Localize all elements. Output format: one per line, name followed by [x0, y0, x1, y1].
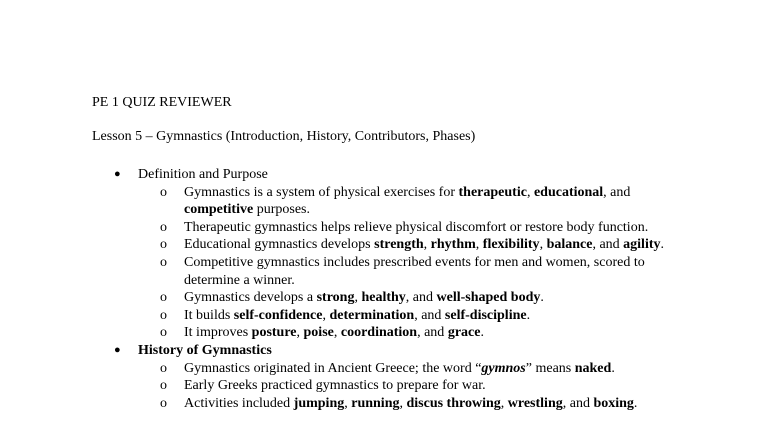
sub-bullet-icon: o [160, 360, 167, 376]
list-item [0, 395, 694, 413]
item-text: , [333, 325, 341, 341]
emphasis-text: naked [574, 360, 612, 376]
item-text: , [296, 325, 304, 341]
sub-bullet-icon: o [160, 184, 167, 200]
item-text: , [539, 237, 547, 253]
item-text: , [322, 307, 330, 323]
emphasis-text: rhythm [430, 237, 476, 253]
emphasis-text: jumping [293, 395, 345, 411]
item-text: , [526, 184, 534, 200]
item-text: Educational gymnastics develops [184, 237, 375, 253]
item-text: ” means [525, 360, 575, 376]
item-text: , and [592, 237, 624, 253]
list-item [0, 324, 694, 342]
section-label: Definition and Purpose [138, 167, 268, 182]
emphasis-text: strength [374, 237, 424, 253]
item-text: Therapeutic gymnastics helps relieve physical discomfort or restore body function. [184, 219, 649, 235]
section-heading [0, 166, 784, 184]
list-item [0, 289, 694, 307]
list-item [0, 360, 694, 378]
sub-bullet-icon: o [160, 307, 167, 323]
emphasis-text: determination [329, 307, 415, 323]
item-text: , and [562, 395, 594, 411]
emphasis-text: healthy [361, 290, 406, 306]
section-heading [0, 342, 784, 360]
item-text: . [660, 237, 665, 253]
emphasis-text: self-discipline [444, 307, 527, 323]
sub-bullet-icon: o [160, 254, 167, 270]
emphasis-text: therapeutic [458, 184, 527, 200]
document-title: PE 1 QUIZ REVIEWER [92, 95, 232, 110]
item-text: , [344, 395, 352, 411]
item-text: Gymnastics develops a [184, 290, 317, 306]
emphasis-text: well-shaped body [436, 290, 541, 306]
sub-bullet-icon: o [160, 237, 167, 253]
sub-bullet-icon: o [160, 395, 167, 411]
emphasis-text: boxing [593, 395, 634, 411]
item-text: . [526, 307, 531, 323]
item-text: , [423, 237, 431, 253]
emphasis-text: agility [623, 237, 661, 253]
emphasis-text: wrestling [507, 395, 563, 411]
item-text: purposes. [253, 202, 310, 218]
sub-bullet-icon: o [160, 219, 167, 235]
outline-content [0, 166, 784, 412]
emphasis-text: discus throwing [406, 395, 501, 411]
emphasis-text: flexibility [482, 237, 540, 253]
emphasis-text: balance [546, 237, 593, 253]
sub-bullet-icon: o [160, 290, 167, 306]
emphasis-text: educational [533, 184, 604, 200]
emphasis-text: self-confidence [233, 307, 323, 323]
item-text: , [500, 395, 508, 411]
emphasis-text: gymnos [481, 360, 526, 376]
lesson-heading: Lesson 5 – Gymnastics (Introduction, History, Contributors, Phases) [92, 129, 476, 144]
item-text: Competitive gymnastics includes prescribed events for men and women, scored to determine a winner. [184, 254, 645, 288]
item-text: , [399, 395, 407, 411]
section-label: History of Gymnastics [138, 342, 272, 358]
list-item [0, 219, 694, 237]
item-text: , and [603, 184, 631, 200]
list-item [0, 184, 694, 219]
emphasis-text: grace [447, 325, 481, 341]
item-text: , [354, 290, 362, 306]
item-text: , and [414, 307, 445, 323]
item-text: It builds [184, 307, 234, 323]
emphasis-text: posture [251, 325, 297, 341]
item-text: . [540, 290, 544, 306]
emphasis-text: strong [316, 290, 355, 306]
sub-bullet-icon: o [160, 325, 167, 341]
emphasis-text: running [351, 395, 400, 411]
item-text: Gymnastics is a system of physical exercises for [184, 184, 459, 200]
item-text: , [475, 237, 483, 253]
list-item [0, 307, 694, 325]
item-text: , and [405, 290, 437, 306]
bullet-icon: ● [114, 343, 121, 356]
item-text: , and [417, 325, 448, 341]
item-text: . [611, 360, 615, 376]
item-text: It improves [184, 325, 252, 341]
emphasis-text: coordination [340, 325, 418, 341]
item-text: . [633, 395, 638, 411]
bullet-icon: ● [114, 168, 121, 180]
emphasis-text: poise [303, 325, 334, 341]
sub-bullet-icon: o [160, 378, 167, 394]
item-text: Activities included [184, 395, 294, 411]
item-text: Early Greeks practiced gymnastics to prepare for war. [184, 378, 486, 394]
list-item [0, 236, 694, 254]
list-item [0, 254, 694, 289]
list-item [0, 377, 694, 395]
item-text: Gymnastics originated in Ancient Greece; the word “ [184, 360, 482, 376]
item-text: . [480, 325, 484, 341]
emphasis-text: competitive [184, 202, 254, 218]
